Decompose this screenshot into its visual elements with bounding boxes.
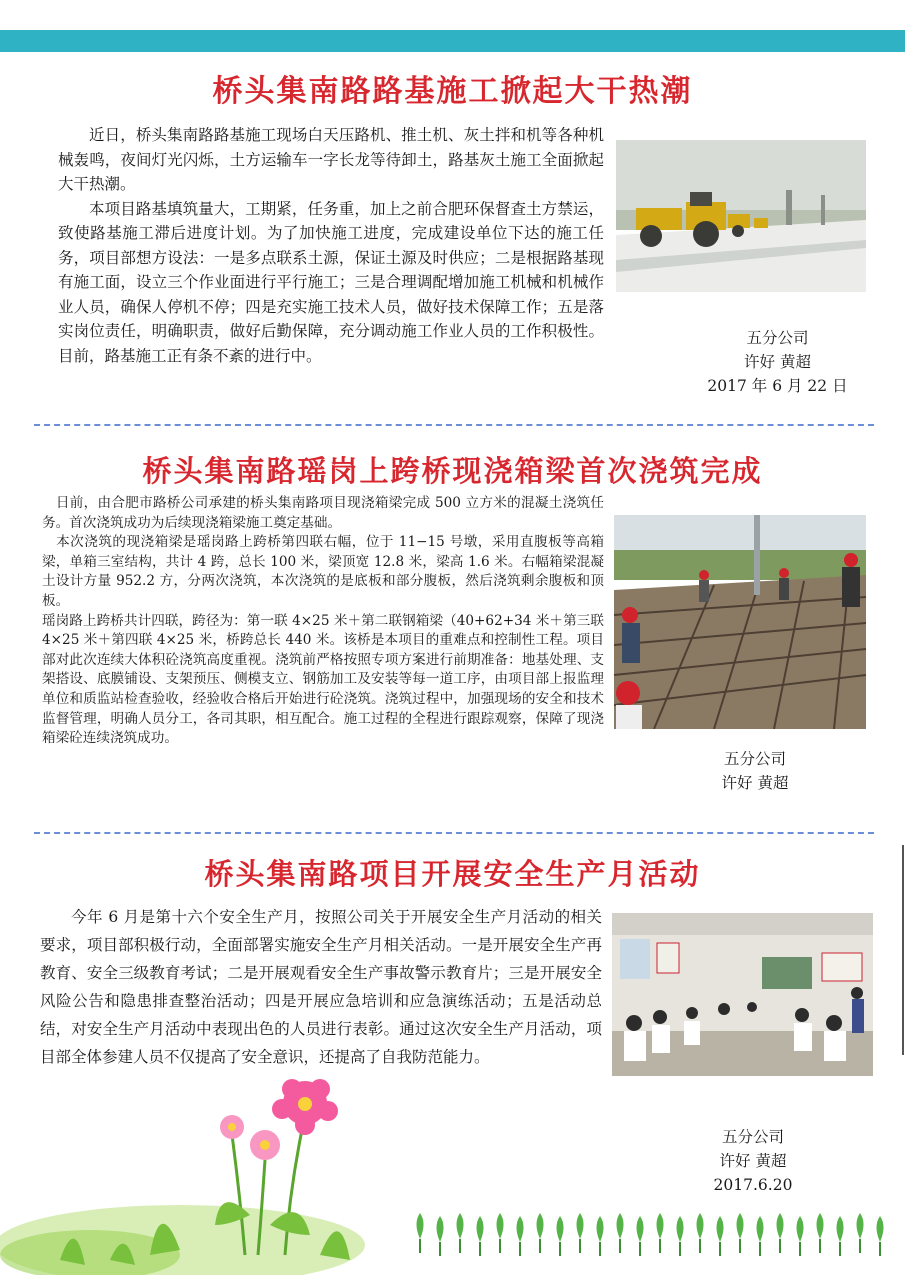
article1-byline xyxy=(690,326,865,398)
article1-photo-road-machinery xyxy=(616,140,866,292)
article2-body xyxy=(42,494,604,749)
article3-paragraph: 今年 6 月是第十六个安全生产月，按照公司关于开展安全生产月活动的相关要求，项目部积极行动，全面部署实施安全生产月相关活动。一是开展安全生产再教育、安全三级教育考试；二是开展观看安全生产事故警示教育片；三是开展安全风险公告和隐患排查整治活动；四是开展应急培训和应急演练活动；五是活动总结，对安全生产月活动中表现出色的人员进行表彰。通过这次安全生产月活动，项目部全体参建人员不仅提高了安全意识，还提高了自我防范能力。 xyxy=(40,908,602,1066)
article2-paragraph: 日前，由合肥市路桥公司承建的桥头集南路项目现浇箱梁完成 500 立方米的混凝土浇筑任务。首次浇筑成功为后续现浇箱梁施工奠定基础。 xyxy=(42,495,604,531)
section-divider xyxy=(34,424,874,426)
article3-title: 桥头集南路项目开展安全生产月活动 xyxy=(204,857,701,891)
article2-title: 桥头集南路瑶岗上跨桥现浇箱梁首次浇筑完成 xyxy=(142,454,763,488)
article1-company: 五分公司 xyxy=(746,329,809,347)
article3-body xyxy=(40,903,602,1071)
article2-paragraph: 瑶岗路上跨桥共计四联，跨径为：第一联 4×25 米＋第二联钢箱梁（40+62+34 米＋第三联 4×25 米＋第四联 4×25 米，桥跨总长 440 米。该桥是本项目的重难点和控制性工程。项目部对此次连续大体积砼浇筑高度重视。浇筑前严格按照专项方案进行前期准备：地基处理、支架搭设、底膜铺设、支架预压、侧模支立、钢筋加工及安装等每一道工序，由项目部上报监理单位和质监站检查验收，经验收合格后开始进行砼浇筑。浇筑过程中，加强现场的安全和技术监督管理，明确人员分工，各司其职，相互配合。施工过程的全程进行跟踪观察，保障了现浇箱梁砼连续浇筑成功。 xyxy=(42,612,604,747)
section-divider xyxy=(34,832,874,834)
article3-date: 2017.6.20 xyxy=(713,1176,793,1194)
article1-body xyxy=(58,123,604,368)
article2-authors: 许好 黄超 xyxy=(721,774,789,792)
leaf-border-decoration xyxy=(410,1208,900,1258)
article3-byline xyxy=(698,1125,808,1197)
article2-photo-box-girder-rebar xyxy=(614,515,866,729)
article1-date: 2017 年 6 月 22 日 xyxy=(707,377,848,395)
article2-paragraph: 本次浇筑的现浇箱梁是瑶岗路上跨桥第四联右幅，位于 11−15 号墩，采用直腹板等高箱梁，单箱三室结构，共计 4 跨，总长 100 米，梁顶宽 12.8 米，梁高 1.6 米。右幅箱梁混凝土设计方量 952.2 方，分两次浇筑，本次浇筑的是底板和部分腹板，然后浇筑剩余腹板和顶板。 xyxy=(42,534,604,609)
article1-paragraph: 本项目路基填筑量大，工期紧，任务重，加上之前合肥环保督查土方禁运，致使路基施工滞后进度计划。为了加快施工进度，完成建设单位下达的施工任务，项目部想方设法：一是多点联系土源，保证土源及时供应；二是根据路基现有施工面，设立三个作业面进行平行施工；三是合理调配增加施工机械和机械作业人员，确保人停机不停；四是充实施工技术人员，做好技术保障工作；五是落实岗位责任，明确职责，做好后勤保障，充分调动施工作业人员的工作积极性。目前，路基施工正有条不紊的进行中。 xyxy=(58,199,604,365)
article3-company: 五分公司 xyxy=(721,1128,784,1146)
article3-photo-safety-meeting xyxy=(612,913,873,1076)
article3-authors: 许好 黄超 xyxy=(719,1152,787,1170)
page-edge-line xyxy=(902,845,904,1055)
article2-company: 五分公司 xyxy=(723,750,786,768)
article2-byline xyxy=(705,747,805,795)
flower-grass-decoration xyxy=(0,1075,370,1275)
article1-authors: 许好 黄超 xyxy=(744,353,811,371)
top-banner-bar xyxy=(0,30,905,52)
article1-paragraph: 近日，桥头集南路路基施工现场白天压路机、推土机、灰土拌和机等各种机械轰鸣，夜间灯光闪烁，土方运输车一字长龙等待卸土，路基灰土施工全面掀起大干热潮。 xyxy=(58,126,604,193)
article1-title: 桥头集南路路基施工掀起大干热潮 xyxy=(212,74,693,109)
